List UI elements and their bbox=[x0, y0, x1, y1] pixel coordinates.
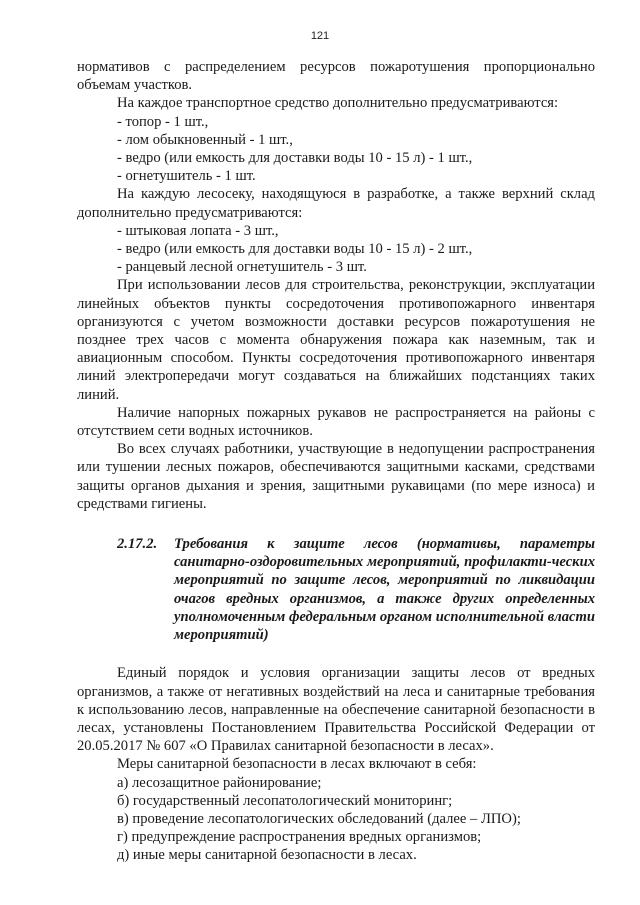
vehicle-list bbox=[77, 113, 595, 186]
list-item: а) лесозащитное районирование; bbox=[117, 774, 322, 791]
measures-list bbox=[77, 774, 595, 865]
list-item: - ведро (или емкость для доставки воды 10 - 15 л) - 1 шт., bbox=[117, 150, 473, 167]
paragraph-fire-hoses: Наличие напорных пожарных рукавов не распространяется на районы с отсутствием сети водных источников. bbox=[77, 404, 595, 440]
section-heading bbox=[77, 535, 595, 644]
paragraph-workers: Во всех случаях работники, участвующие в недопущении распространения или тушении лесных пожаров, обеспечиваются защитными касками, средствами защиты органов дыхания и зрения, защитными рукавицами (по мере износа) и средствами гигиены. bbox=[77, 441, 595, 512]
section-number: 2.17.2. bbox=[117, 536, 158, 553]
list-item: - топор - 1 шт., bbox=[117, 113, 209, 130]
list-item: в) проведение лесопатологических обследований (далее – ЛПО); bbox=[117, 810, 521, 827]
paragraph-resources: нормативов с распределением ресурсов пожаротушения пропорционально объемам участков. bbox=[77, 59, 595, 94]
list-item: - штыковая лопата - 3 шт., bbox=[117, 222, 279, 239]
document-body bbox=[77, 58, 595, 865]
page-number: 121 bbox=[310, 30, 330, 42]
list-item: б) государственный лесопатологический мониторинг; bbox=[117, 792, 453, 809]
list-item: д) иные меры санитарной безопасности в лесах. bbox=[117, 847, 417, 864]
list-item: г) предупреждение распространения вредных организмов; bbox=[117, 829, 482, 846]
section-title: Требования к защите лесов (нормативы, параметры санитарно-оздоровительных мероприятий, профилакти-ческих мероприятий по защите лесов, мероприятий по ликвидации очагов вредных организмов, а также других определенных уполномоченным федеральным органом исполнительной власти мероприятий) bbox=[174, 536, 595, 644]
list-item: - ранцевый лесной огнетушитель - 3 шт. bbox=[117, 259, 367, 276]
measures-intro: Меры санитарной безопасности в лесах включают в себя: bbox=[117, 756, 477, 773]
vehicle-intro: На каждое транспортное средство дополнительно предусматриваются: bbox=[117, 95, 559, 112]
plot-intro: На каждую лесосеку, находящуюся в разработке, а также верхний склад дополнительно предусматриваются: bbox=[77, 186, 595, 221]
paragraph-linear-objects: При использовании лесов для строительства, реконструкции, эксплуатации линейных объектов пункты сосредоточения противопожарного инвентаря организуются с учетом возможности доставки ресурсов пожаротушения не позднее трех часов с момента обнаружения пожара как наземным, так и авиационным способом. Пункты сосредоточения противопожарного инвентаря линий электропередачи могут создаваться на ближайших подстанциях таких линий. bbox=[77, 277, 595, 403]
list-item: - лом обыкновенный - 1 шт., bbox=[117, 131, 293, 148]
list-item: - ведро (или емкость для доставки воды 10 - 15 л) - 2 шт., bbox=[117, 241, 473, 258]
list-item: - огнетушитель - 1 шт. bbox=[117, 168, 256, 185]
plot-list bbox=[77, 222, 595, 277]
paragraph-order: Единый порядок и условия организации защиты лесов от вредных организмов, а также от негативных воздействий на леса и санитарные требования к использованию лесов, направленные на обеспечение санитарной безопасности в лесах, установлены Постановлением Правительства Российской Федерации от 20.05.2017 № 607 «О Правилах санитарной безопасности в лесах». bbox=[77, 665, 595, 755]
